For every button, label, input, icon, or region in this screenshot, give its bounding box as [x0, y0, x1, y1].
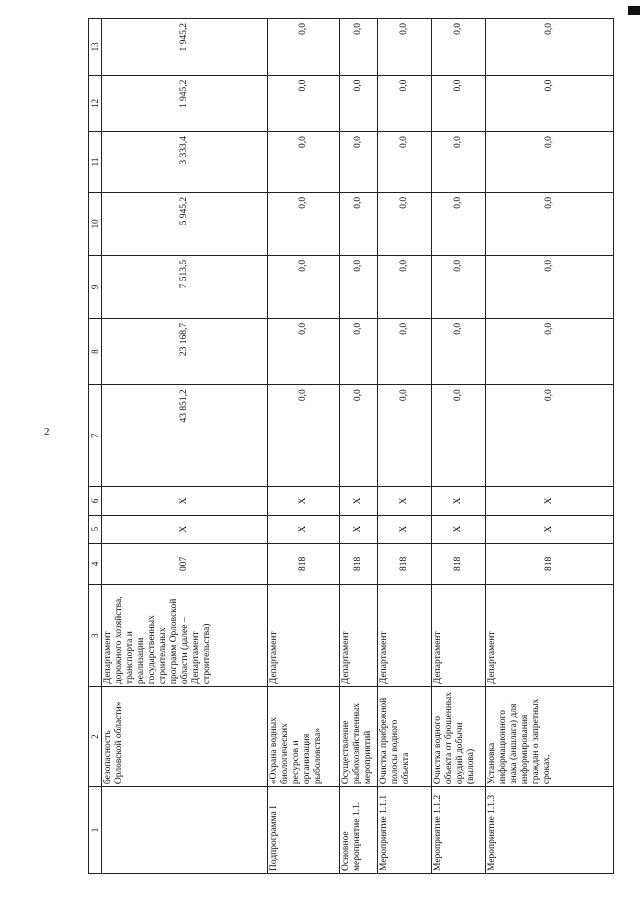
row-value: 0,0 — [486, 385, 614, 487]
row-value: 0,0 — [340, 132, 378, 193]
row-value: 0,0 — [486, 19, 614, 76]
row-value: 0,0 — [486, 132, 614, 193]
row-value: 0,0 — [378, 255, 432, 318]
row-label: Мероприятие 1.1.1 — [378, 787, 432, 874]
row-value: 7 513,5 — [102, 255, 268, 318]
column-number: 9 — [89, 255, 102, 318]
row-value: 0,0 — [268, 318, 340, 384]
row-description: Установка информационного знака (аншлага) для информирования граждан о запретных сроках, — [486, 687, 614, 787]
row-x-mark: Х — [102, 487, 268, 515]
row-x-mark: Х — [268, 487, 340, 515]
row-x-mark: Х — [486, 515, 614, 543]
table-row — [486, 19, 614, 874]
row-value: 1 945,2 — [102, 75, 268, 131]
row-value: 0,0 — [432, 318, 486, 384]
row-value: 0,0 — [268, 132, 340, 193]
table-row — [378, 19, 432, 874]
row-x-mark: Х — [102, 515, 268, 543]
row-x-mark: Х — [432, 487, 486, 515]
column-number: 7 — [89, 385, 102, 487]
row-value: 0,0 — [432, 75, 486, 131]
row-value: 0,0 — [340, 318, 378, 384]
row-value: 0,0 — [340, 19, 378, 76]
row-executor: Департамент дорожного хозяйства, транспорта и реализации государственных строительных программ Орловской области (далее – Департамент строительства) — [102, 585, 268, 687]
row-x-mark: Х — [432, 515, 486, 543]
row-executor: Департамент — [378, 585, 432, 687]
row-value: 23 168,7 — [102, 318, 268, 384]
row-value: 0,0 — [486, 75, 614, 131]
table-row — [102, 19, 268, 874]
column-number: 6 — [89, 487, 102, 515]
table-row — [432, 19, 486, 874]
row-value: 0,0 — [378, 385, 432, 487]
row-value: 0,0 — [486, 192, 614, 255]
row-description: Очистка водного объекта от брошенных орудий добычи (вылова) — [432, 687, 486, 787]
row-description: Очистка прибрежной полосы водного объекта — [378, 687, 432, 787]
row-value: 1 945,2 — [102, 19, 268, 76]
row-value: 0,0 — [268, 19, 340, 76]
row-code: 007 — [102, 543, 268, 584]
row-code: 818 — [340, 543, 378, 584]
row-value: 0,0 — [432, 385, 486, 487]
table-row — [268, 19, 340, 874]
row-x-mark: Х — [340, 487, 378, 515]
row-description: безопасность Орловской области» — [102, 687, 268, 787]
row-description: «Охрана водных биологических ресурсов и организация рыболовства» — [268, 687, 340, 787]
row-code: 818 — [486, 543, 614, 584]
corner-mark — [628, 6, 640, 15]
row-value: 0,0 — [340, 192, 378, 255]
row-code: 818 — [268, 543, 340, 584]
budget-table — [88, 18, 614, 874]
row-executor: Департамент — [432, 585, 486, 687]
column-number: 11 — [89, 132, 102, 193]
page-number: 2 — [44, 426, 50, 438]
row-code: 818 — [378, 543, 432, 584]
column-number: 13 — [89, 19, 102, 76]
column-number: 2 — [89, 687, 102, 787]
column-number: 5 — [89, 515, 102, 543]
column-number: 8 — [89, 318, 102, 384]
column-number: 3 — [89, 585, 102, 687]
row-value: 0,0 — [486, 255, 614, 318]
row-value: 5 945,2 — [102, 192, 268, 255]
row-value: 0,0 — [378, 75, 432, 131]
row-value: 0,0 — [432, 255, 486, 318]
row-value: 0,0 — [268, 385, 340, 487]
row-x-mark: Х — [378, 487, 432, 515]
row-value: 43 851,2 — [102, 385, 268, 487]
row-executor: Департамент — [340, 585, 378, 687]
row-value: 0,0 — [268, 192, 340, 255]
row-value: 0,0 — [378, 132, 432, 193]
row-description: Осуществление рыбохозяйственных мероприятий — [340, 687, 378, 787]
row-x-mark: Х — [486, 487, 614, 515]
row-value: 0,0 — [432, 192, 486, 255]
row-label: Основное мероприятие 1.1. — [340, 787, 378, 874]
column-number: 10 — [89, 192, 102, 255]
row-value: 0,0 — [340, 75, 378, 131]
row-value: 0,0 — [340, 255, 378, 318]
row-x-mark: Х — [340, 515, 378, 543]
header-row — [89, 19, 102, 874]
column-number: 1 — [89, 787, 102, 874]
row-value: 0,0 — [486, 318, 614, 384]
rotated-table-container — [88, 18, 614, 874]
row-label — [102, 787, 268, 874]
row-executor: Департамент — [486, 585, 614, 687]
row-x-mark: Х — [378, 515, 432, 543]
row-code: 818 — [432, 543, 486, 584]
row-value: 0,0 — [378, 19, 432, 76]
table-row — [340, 19, 378, 874]
column-number: 4 — [89, 543, 102, 584]
row-label: Мероприятие 1.1.3 — [486, 787, 614, 874]
row-label: Мероприятие 1.1.2 — [432, 787, 486, 874]
row-value: 0,0 — [432, 19, 486, 76]
column-number: 12 — [89, 75, 102, 131]
row-value: 3 333,4 — [102, 132, 268, 193]
row-executor: Департамент — [268, 585, 340, 687]
row-value: 0,0 — [268, 75, 340, 131]
row-value: 0,0 — [378, 318, 432, 384]
row-value: 0,0 — [340, 385, 378, 487]
row-label: Подпрограмма I — [268, 787, 340, 874]
row-value: 0,0 — [378, 192, 432, 255]
row-x-mark: Х — [268, 515, 340, 543]
row-value: 0,0 — [432, 132, 486, 193]
row-value: 0,0 — [268, 255, 340, 318]
